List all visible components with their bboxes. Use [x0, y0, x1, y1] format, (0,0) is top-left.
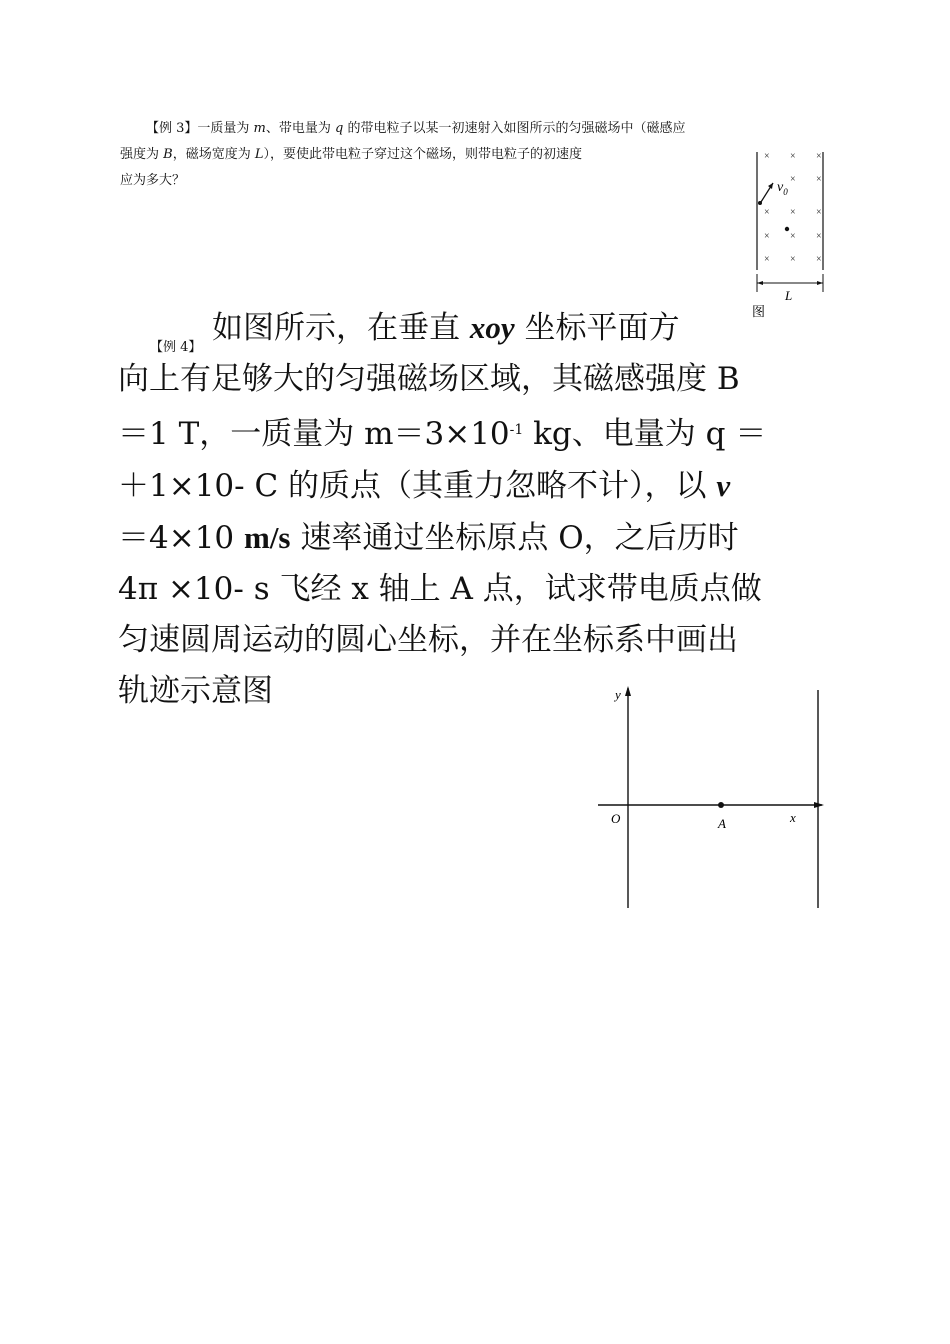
- particle-dot: [758, 201, 762, 205]
- field-cross-icon: ×: [816, 207, 822, 218]
- coordinate-figure: [590, 682, 830, 914]
- x-axis-label: x: [790, 810, 796, 825]
- point-a-dot: [718, 802, 724, 808]
- example4-line-5: ＝4×10 m/s 速率通过坐标原点 O，之后历时: [118, 520, 739, 556]
- example4-line-1: 如图所示，在垂直 xoy 坐标平面方: [212, 310, 680, 346]
- example4-tag: 【例 4】: [150, 340, 202, 355]
- field-cross-icon: ×: [816, 231, 822, 242]
- origin-label: O: [611, 811, 621, 826]
- field-cross-icon: ×: [790, 231, 796, 242]
- field-cross-icon: ×: [764, 207, 770, 218]
- example4-line-8: 轨迹示意图: [118, 673, 273, 709]
- field-cross-icon: ×: [790, 151, 796, 162]
- y-axis-arrow-icon: [625, 686, 631, 696]
- field-cross-icon: ×: [816, 151, 822, 162]
- example3-line-1: 【例 3】一质量为 m、带电量为 q 的带电粒子以某一初速射入如图所示的匀强磁场中（磁感应: [146, 121, 686, 136]
- point-a-label: A: [718, 816, 726, 831]
- y-axis-label: y: [615, 687, 621, 702]
- field-cross-icon: ×: [764, 231, 770, 242]
- x-axis-arrow-icon: [814, 802, 824, 808]
- dimension-arrow-left-icon: [757, 281, 763, 285]
- magnetic-field-figure: [745, 146, 840, 326]
- velocity-label: $v_0$: [777, 180, 788, 197]
- field-cross-icon: ×: [790, 174, 796, 185]
- field-cross-icon: ×: [816, 174, 822, 185]
- figure-caption: 图: [752, 304, 766, 319]
- example3-line-2: 强度为 B，磁场宽度为 L），要使此带电粒子穿过这个磁场，则带电粒子的初速度: [120, 147, 582, 162]
- field-cross-icon: ×: [764, 151, 770, 162]
- field-cross-icon: ×: [790, 207, 796, 218]
- example4-line-3: ＝1 T，一质量为 $m=3\times 10^{-1}$ kg、电量为 q ＝: [118, 416, 767, 452]
- example4-line-7: 匀速圆周运动的圆心坐标，并在坐标系中画出: [118, 622, 738, 658]
- field-cross-icon: ×: [816, 254, 822, 265]
- example4-line-2: 向上有足够大的匀强磁场区域，其磁感强度 B: [118, 361, 740, 397]
- example4-body: [118, 354, 766, 717]
- field-cross-icon: ×: [790, 254, 796, 265]
- example3-line-3: 应为多大？: [120, 173, 186, 188]
- example4-line-4: ＋1×10- C 的质点（其重力忽略不计），以 v: [118, 468, 731, 504]
- field-crosses: [764, 151, 822, 265]
- example3-text: [120, 116, 840, 194]
- field-cross-icon: ×: [764, 254, 770, 265]
- field-dot: [785, 227, 789, 231]
- width-label: L: [785, 288, 793, 303]
- example3-tag: 【例 3】: [146, 121, 198, 136]
- dimension-arrow-right-icon: [817, 281, 823, 285]
- example4-line-6: 4π ×10- s 飞经 x 轴上 A 点，试求带电质点做: [118, 571, 762, 607]
